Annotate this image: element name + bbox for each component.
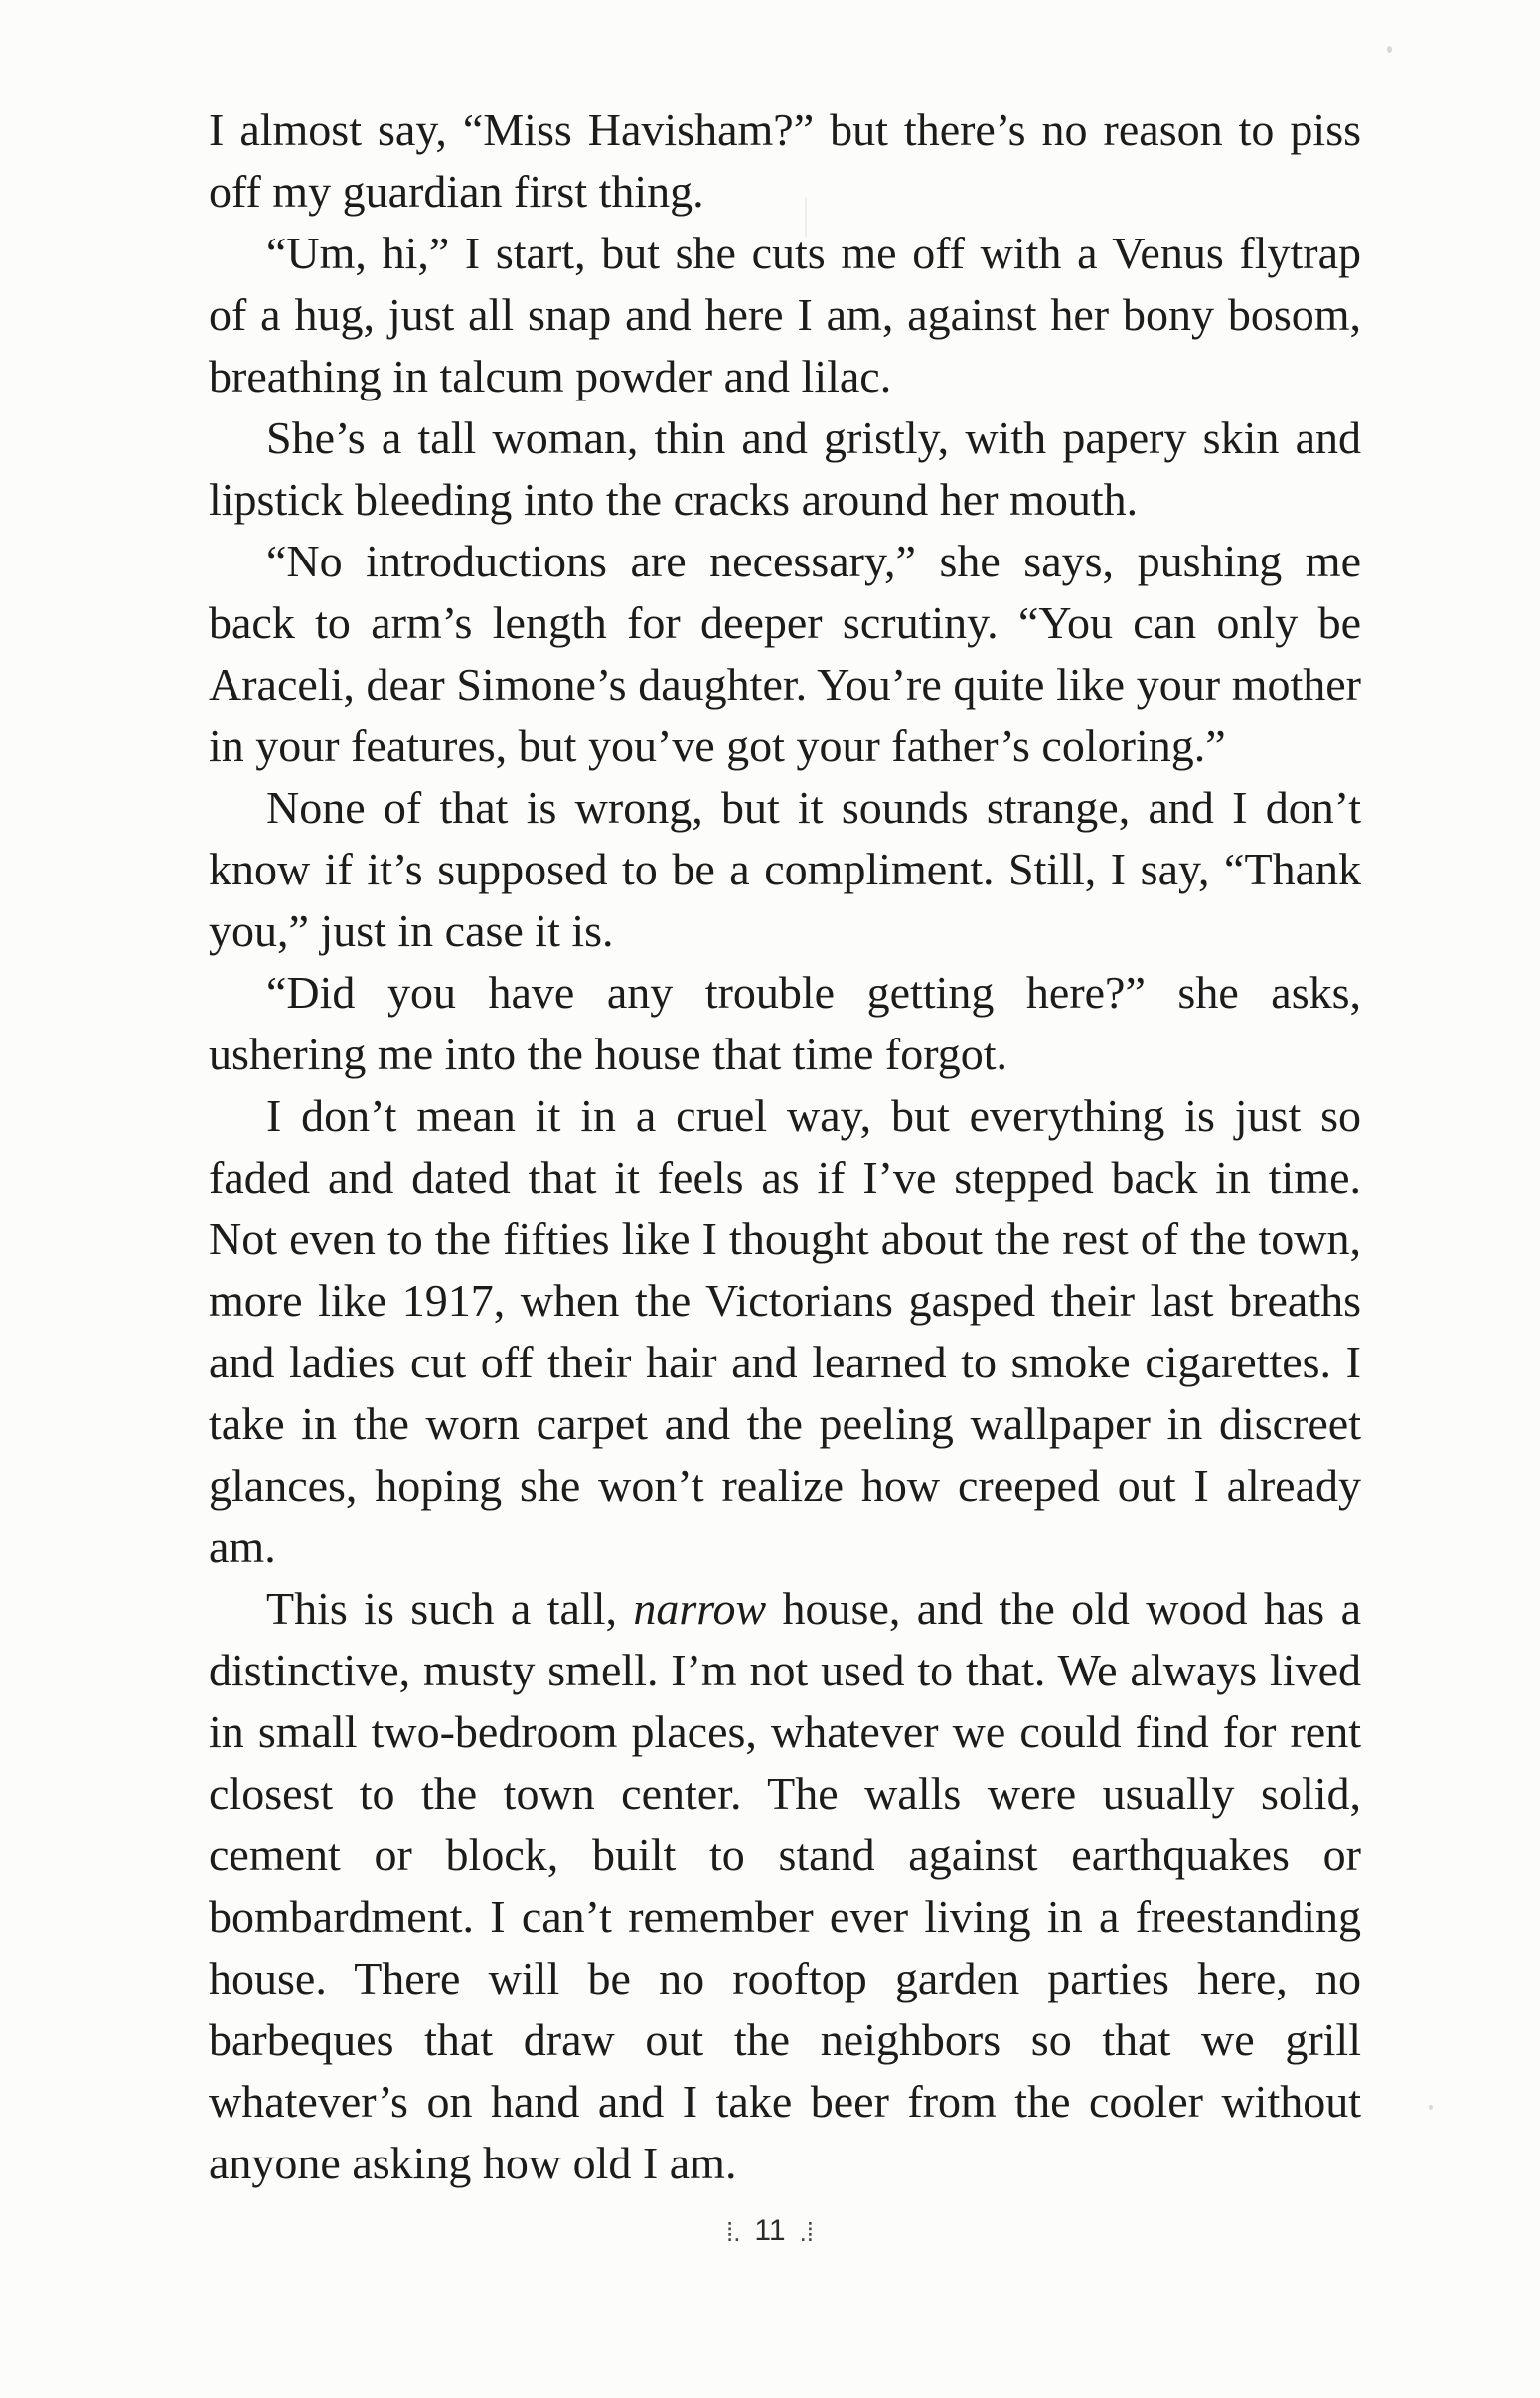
page-footer xyxy=(0,2214,1540,2248)
paragraph: She’s a tall woman, thin and gristly, with papery skin and lipstick bleeding into the cracks around her mouth. xyxy=(209,412,1361,525)
body-text xyxy=(209,99,1361,2194)
text-run: house, and the old wood has a distinctive, musty smell. I’m not used to that. We always lived in small two-bedroom places, whatever we could find for rent closest to the town center. The walls were usually solid, cement or block, built to stand against earthquakes or bombardment. I can’t remember ever living in a freestanding house. There will be no rooftop garden parties here, no barbeques that draw out the neighbors so that we grill whatever’s on hand and I take beer from the cooler without anyone asking how old I am. xyxy=(209,1583,1361,2188)
paragraph: I don’t mean it in a cruel way, but everything is just so faded and dated that it feels as if I’ve stepped back in time. Not even to the fifties like I thought about the rest of the town, more like 1917, when the Victorians gasped their last breaths and ladies cut off their hair and learned to smoke cigarettes. I take in the worn carpet and the peeling wallpaper in discreet glances, hoping she won’t realize how creeped out I already am. xyxy=(209,1090,1361,1572)
paper-speck xyxy=(1387,46,1392,53)
paper-speck xyxy=(1429,2105,1433,2110)
folio-ornament-left: ⁞. xyxy=(725,2216,741,2247)
emphasized-word: narrow xyxy=(633,1583,767,1634)
page-number: 11 xyxy=(754,2214,786,2247)
folio-ornament-right: .⁞ xyxy=(799,2216,815,2247)
paragraph: “No introductions are necessary,” she says, pushing me back to arm’s length for deeper scrutiny. “You can only be Araceli, dear Simone’s daughter. You’re quite like your mother in your features, but you’ve got your father’s coloring.” xyxy=(209,536,1361,771)
paragraph: “Um, hi,” I start, but she cuts me off with a Venus flytrap of a hug, just all snap and here I am, against her bony bosom, breathing in talcum powder and lilac. xyxy=(209,228,1361,401)
paragraph: None of that is wrong, but it sounds strange, and I don’t know if it’s supposed to be a compliment. Still, I say, “Thank you,” just in case it is. xyxy=(209,782,1361,956)
paragraph-last xyxy=(209,1578,1361,2194)
paragraph: “Did you have any trouble getting here?” she asks, ushering me into the house that time forgot. xyxy=(209,967,1361,1079)
text-run: This is such a tall, xyxy=(266,1583,634,1634)
paragraph: I almost say, “Miss Havisham?” but there’s no reason to piss off my guardian first thing. xyxy=(209,104,1361,217)
